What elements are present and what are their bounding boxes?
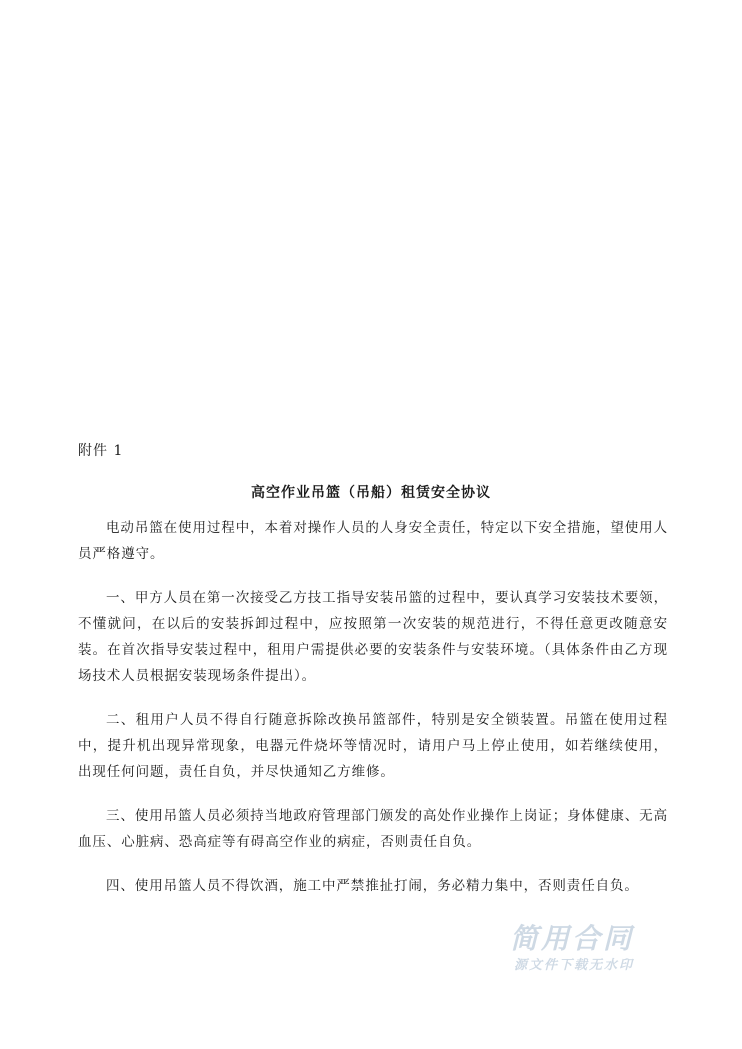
document-body [78,515,668,917]
watermark-main-text: 简用合同 [510,922,635,955]
paragraph-clause-4: 四、使用吊篮人员不得饮酒，施工中严禁推扯打闹，务必精力集中，否则责任自负。 [106,878,639,894]
paragraph-clause-2: 二、租用户人员不得自行随意拆除改换吊篮部件，特别是安全锁装置。吊篮在使用过程中，提升机出现异常现象，电器元件烧坏等情况时，请用户马上停止使用，如若继续使用，出现任何问题，责任自负，并尽快通知乙方维修。 [78,712,668,780]
watermark-sub-text: 源文件下载无水印 [514,958,635,973]
attachment-label: 附件 1 [78,443,124,459]
paragraph-intro: 电动吊篮在使用过程中，本着对操作人员的人身安全责任，特定以下安全措施，望使用人员严格遵守。 [78,520,668,562]
document-title: 高空作业吊篮（吊船）租赁安全协议 [251,485,491,501]
paragraph-clause-1: 一、甲方人员在第一次接受乙方技工指导安装吊篮的过程中，要认真学习安装技术要领，不懂就问，在以后的安装拆卸过程中，应按照第一次安装的规范进行，不得任意更改随意安装。在首次指导安装过程中，租用户需提供必要的安装条件与安装环境。（具体条件由乙方现场技术人员根据安装现场条件提出）。 [78,590,668,684]
watermark-logo [510,922,690,992]
paragraph-clause-3: 三、使用吊篮人员必须持当地政府管理部门颁发的高处作业操作上岗证；身体健康、无高血压、心脏病、恐高症等有碍高空作业的病症，否则责任自负。 [78,808,668,850]
